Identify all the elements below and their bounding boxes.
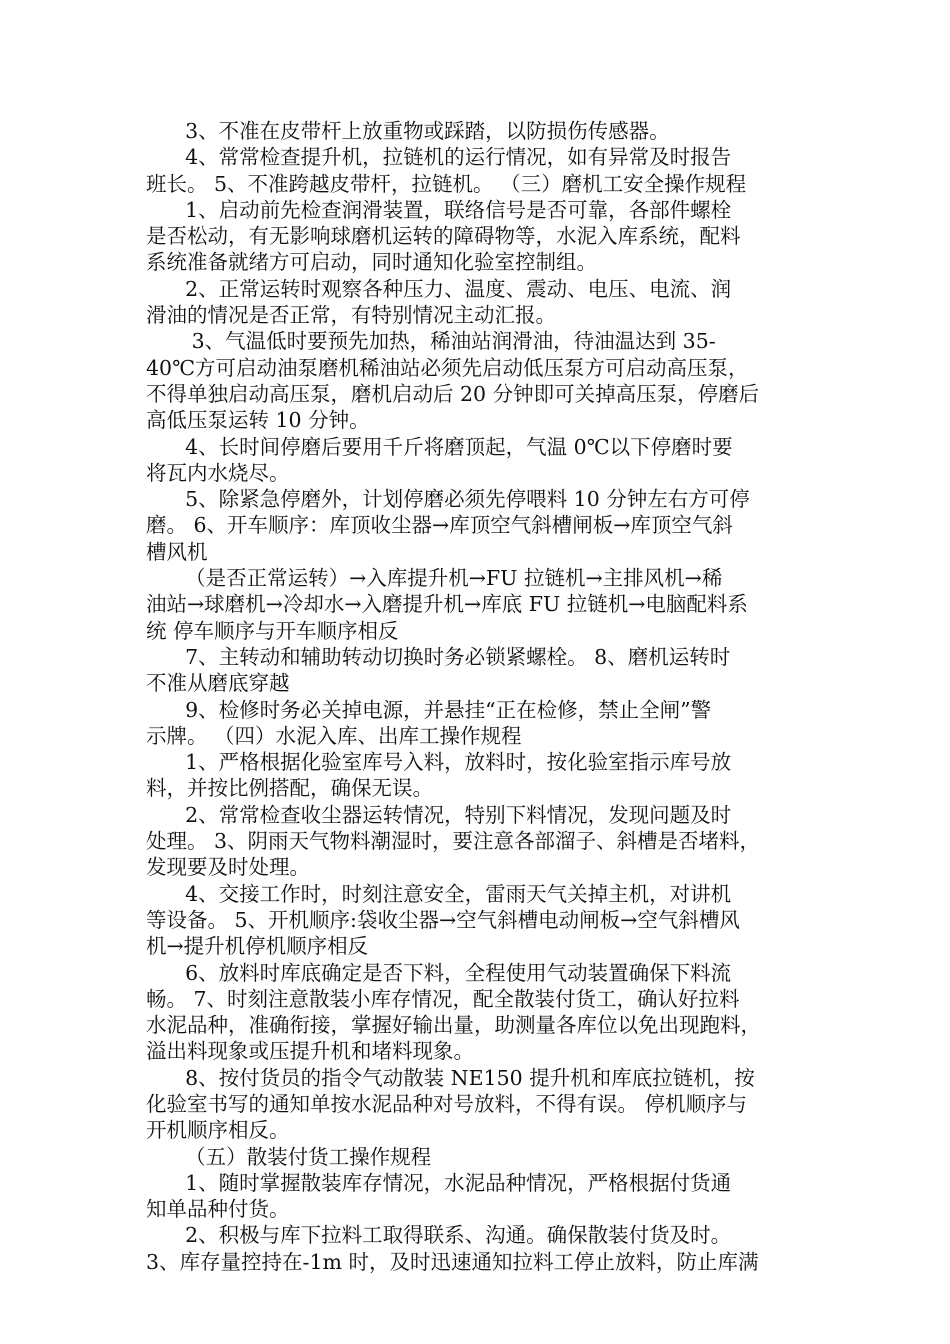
text-line: 化验室书写的通知单按水泥品种对号放料，不得有误。 停机顺序与 [146,1091,748,1116]
text-line: 知单品种付货。 [146,1197,290,1222]
text-line: 溢出料现象或压提升机和堵料现象。 [146,1039,474,1064]
text-line: 不准从磨底穿越 [146,671,290,696]
text-line: 2、积极与库下拉料工取得联系、沟通。确保散装付货及时。 [146,1223,732,1248]
text-line: 40℃方可启动油泵磨机稀油站必须先启动低压泵方可启动高压泵， [146,355,749,380]
text-line: 等设备。 5、开机顺序:袋收尘器→空气斜槽电动闸板→空气斜槽风 [146,907,740,932]
text-line: 1、严格根据化验室库号入料，放料时，按化验室指示库号放 [146,750,732,775]
text-line: 油站→球磨机→冷却水→入磨提升机→库底 FU 拉链机→电脑配料系 [146,592,748,617]
text-line: 槽风机 [146,539,208,564]
text-line: 3、气温低时要预先加热，稀油站润滑油，待油温达到 35- [146,329,716,354]
text-line: 系统准备就绪方可启动，同时通知化验室控制组。 [146,250,597,275]
text-line: （是否正常运转）→入库提升机→FU 拉链机→主排风机→稀 [146,566,723,591]
text-line: 3、库存量控持在-1m 时，及时迅速通知拉料工停止放料，防止库满 [146,1249,759,1274]
text-line: 发现要及时处理。 [146,855,310,880]
text-line: 磨。 6、开车顺序：库顶收尘器→库顶空气斜槽闸板→库顶空气斜 [146,513,733,538]
text-line: 4、交接工作时，时刻注意安全，雷雨天气关掉主机，对讲机 [146,881,732,906]
text-line: 3、不准在皮带杆上放重物或踩踏，以防损伤传感器。 [146,119,670,143]
text-line: 6、放料时库底确定是否下料，全程使用气动装置确保下料流 [146,960,732,985]
text-line: 处理。 3、阴雨天气物料潮湿时，要注意各部溜子、斜槽是否堵料， [146,829,761,854]
text-line: 高低压泵运转 10 分钟。 [146,408,370,433]
text-line: 8、按付货员的指令气动散装 NE150 提升机和库底拉链机，按 [146,1065,755,1090]
text-line: 统 停车顺序与开车顺序相反 [146,618,399,643]
text-line: 4、长时间停磨后要用千斤将磨顶起，气温 0℃以下停磨时要 [146,434,733,459]
text-line: 班长。 5、不准跨越皮带杆，拉链机。 （三）磨机工安全操作规程 [146,171,747,196]
text-line: 9、检修时务必关掉电源，并悬挂“正在检修，禁止全闸”警 [146,697,712,722]
text-line: （五）散装付货工操作规程 [146,1144,432,1169]
text-line: 示牌。 （四）水泥入库、出库工操作规程 [146,723,522,748]
text-line: 2、常常检查收尘器运转情况，特别下料情况，发现问题及时 [146,802,732,827]
text-line: 5、除紧急停磨外，计划停磨必须先停喂料 10 分钟左右方可停 [146,487,750,512]
text-line: 7、主转动和辅助转动切换时务必锁紧螺栓。 8、磨机运转时 [146,644,731,669]
text-line: 开机顺序相反。 [146,1118,290,1143]
text-line: 料，并按比例搭配，确保无误。 [146,776,433,801]
text-line: 4、常常检查提升机，拉链机的运行情况，如有异常及时报告 [146,145,732,170]
text-line: 滑油的情况是否正常，有特别情况主动汇报。 [146,303,556,328]
text-line: 是否松动，有无影响球磨机运转的障碍物等，水泥入库系统，配料 [146,224,741,249]
text-line: 机→提升机停机顺序相反 [146,934,369,959]
text-line: 水泥品种，准确衔接，掌握好输出量，助测量各库位以免出现跑料， [146,1013,761,1038]
text-line: 1、启动前先检查润滑装置，联络信号是否可靠，各部件螺栓 [146,197,732,222]
body-text [146,118,816,1275]
text-line: 不得单独启动高压泵，磨机启动后 20 分钟即可关掉高压泵，停磨后 [146,381,760,406]
text-line: 2、正常运转时观察各种压力、温度、震动、电压、电流、润 [146,276,732,301]
text-line: 畅。 7、时刻注意散装小库存情况，配全散装付货工，确认好拉料 [146,986,740,1011]
text-line: 将瓦内水烧尽。 [146,460,290,485]
text-line: 1、随时掌握散装库存情况，水泥品种情况，严格根据付货通 [146,1170,732,1195]
